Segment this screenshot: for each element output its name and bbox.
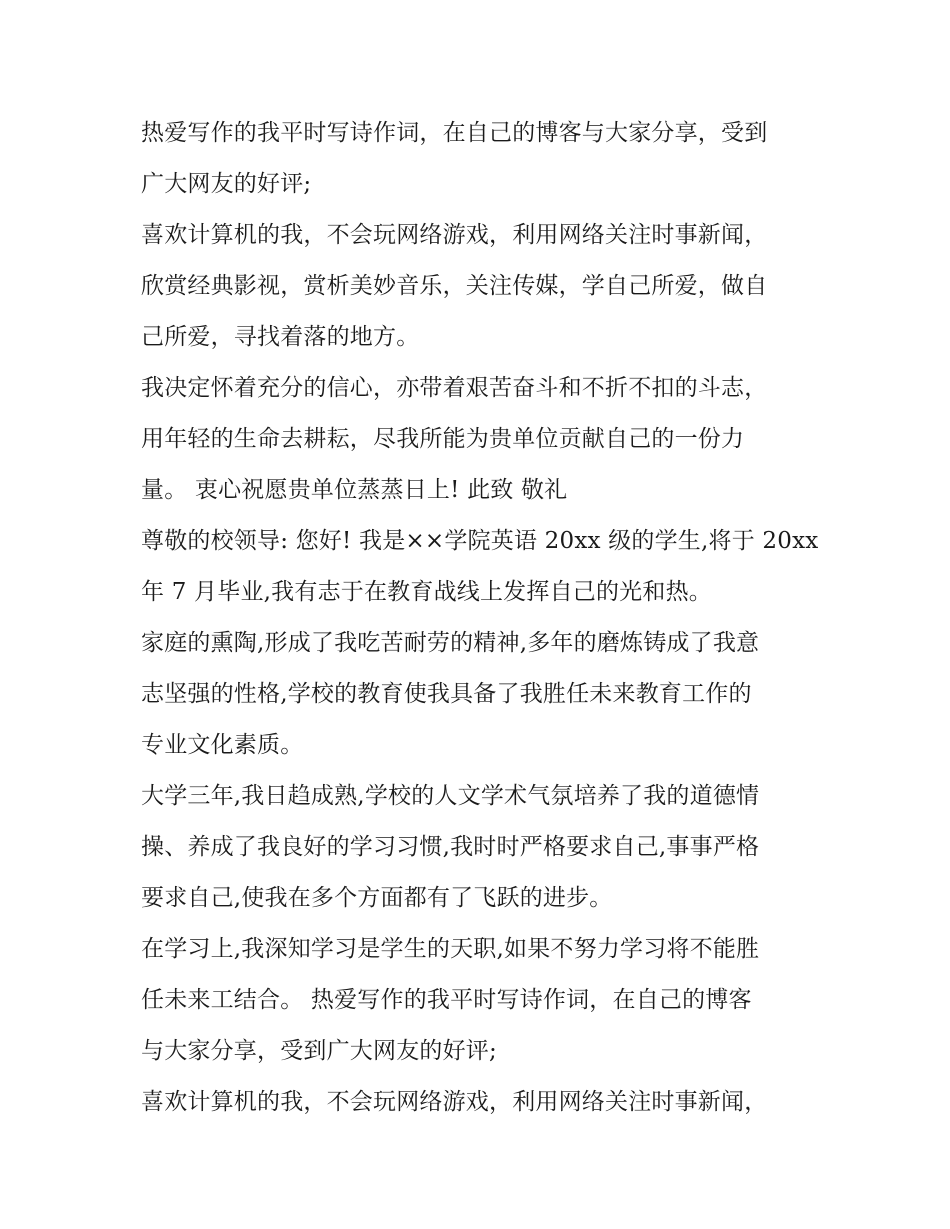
text-line: 用年轻的生命去耕耘，尽我所能为贵单位贡献自己的一份力 — [141, 426, 745, 452]
text-line: 志坚强的性格,学校的教育使我具备了我胜任未来教育工作的 — [141, 681, 752, 707]
text-line: 家庭的熏陶,形成了我吃苦耐劳的精神,多年的磨炼铸成了我意 — [141, 630, 760, 656]
text-line: 专业文化素质。 — [141, 732, 304, 758]
text-line: 操、养成了我良好的学习习惯,我时时严格要求自己,事事严格 — [141, 834, 760, 860]
text-line: 任未来工结合。 热爱写作的我平时写诗作词，在自己的博客 — [141, 987, 752, 1013]
text-line: 大学三年,我日趋成熟,学校的人文学术气氛培养了我的道德情 — [141, 783, 760, 809]
body-text — [141, 108, 821, 1128]
text-line: 量。 衷心祝愿贵单位蒸蒸日上! 此致 敬礼 — [141, 477, 568, 503]
text-line: 热爱写作的我平时写诗作词，在自己的博客与大家分享，受到 — [141, 120, 768, 146]
text-line: 广大网友的好评; — [141, 171, 312, 197]
text-line: 喜欢计算机的我，不会玩网络游戏，利用网络关注时事新闻， — [141, 222, 768, 248]
text-line: 我决定怀着充分的信心，亦带着艰苦奋斗和不折不扣的斗志， — [141, 375, 768, 401]
text-line: 年 7 月毕业,我有志于在教育战线上发挥自己的光和热。 — [141, 579, 712, 605]
text-line: 要求自己,使我在多个方面都有了飞跃的进步。 — [141, 885, 613, 911]
text-line: 欣赏经典影视，赏析美妙音乐，关注传媒，学自己所爱，做自 — [141, 273, 768, 299]
text-line: 尊敬的校领导: 您好! 我是××学院英语 20xx 级的学生,将于 20xx — [141, 528, 819, 554]
text-line: 喜欢计算机的我，不会玩网络游戏，利用网络关注时事新闻， — [141, 1089, 768, 1115]
text-line: 与大家分享，受到广大网友的好评; — [141, 1038, 497, 1064]
text-line: 在学习上,我深知学习是学生的天职,如果不努力学习将不能胜 — [141, 936, 760, 962]
text-line: 己所爱，寻找着落的地方。 — [141, 324, 420, 350]
